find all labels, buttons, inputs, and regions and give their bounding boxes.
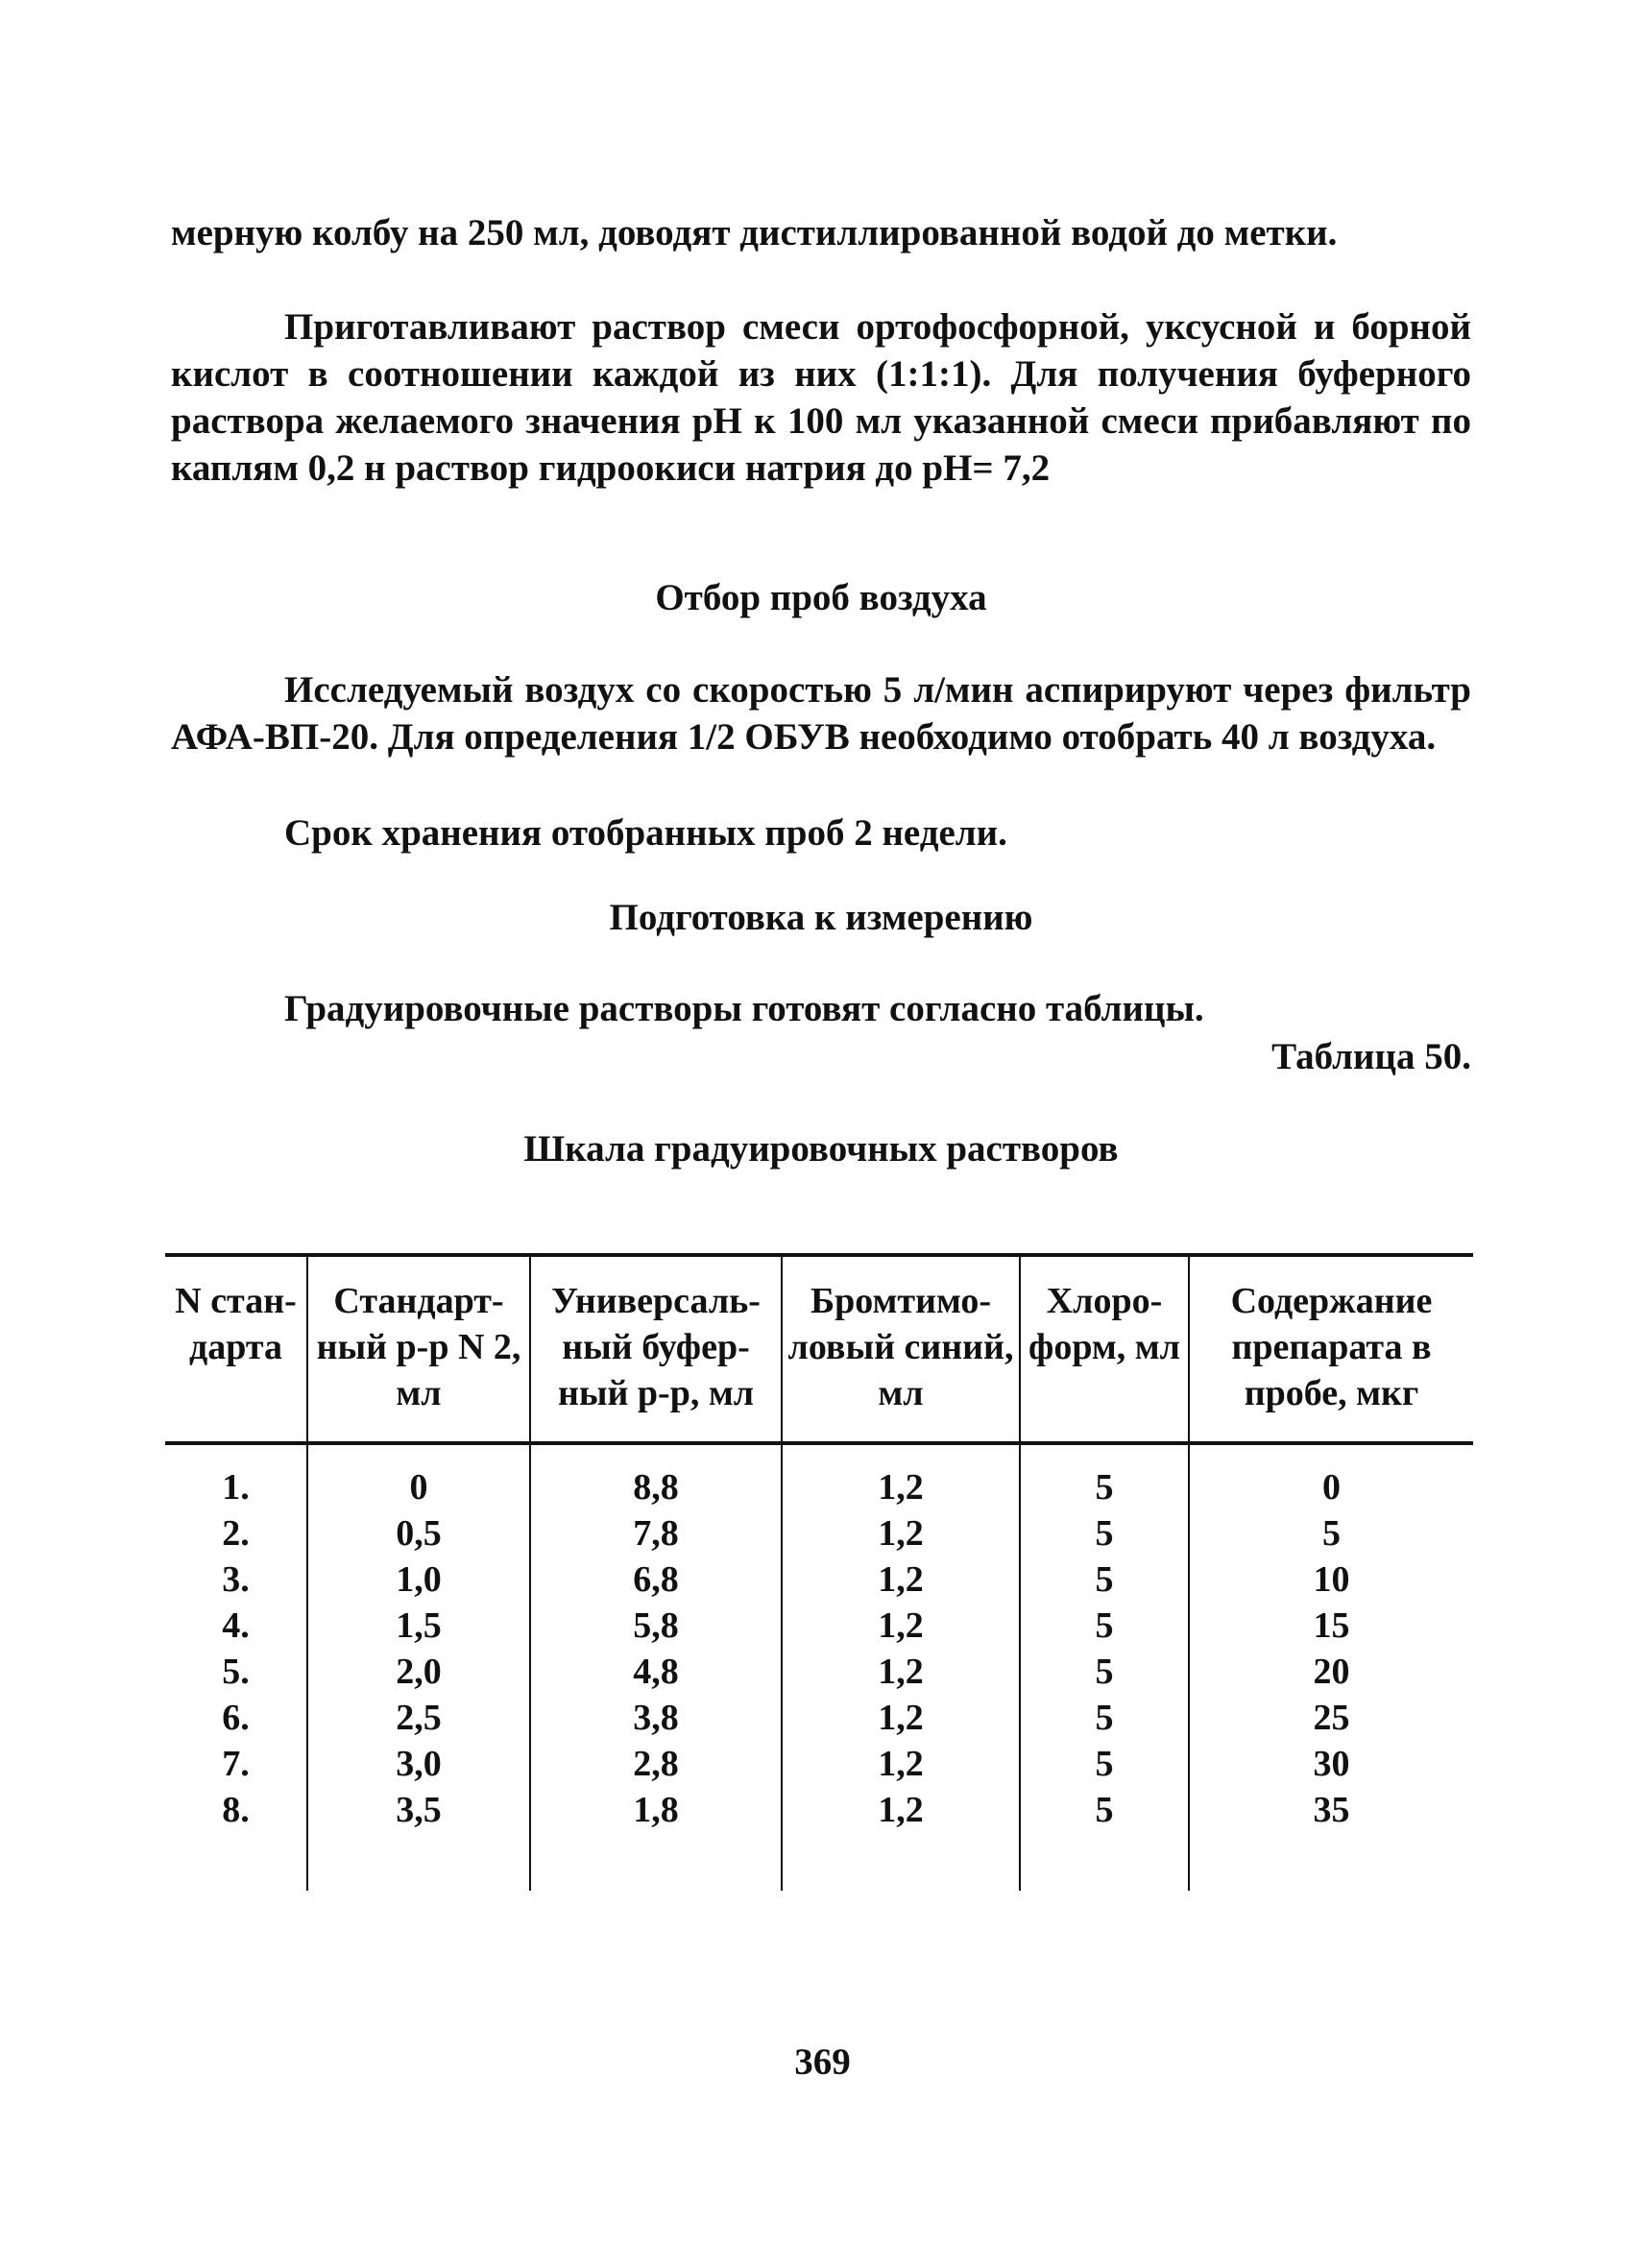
cell-content: 25 bbox=[1189, 1695, 1473, 1741]
table-title: Шкала градуировочных растворов bbox=[523, 1128, 1119, 1170]
calibration-table bbox=[165, 1253, 1473, 1891]
table-row bbox=[165, 1695, 1473, 1741]
table-row bbox=[165, 1649, 1473, 1695]
cell-content: 30 bbox=[1189, 1741, 1473, 1787]
paragraph-buffer-preparation: Приготавливают раствор смеси ортофосфорной, уксусной и борной кислот в соотношении каждой из них (1:1:1). Для получения буферного раствора желаемого значения pH к 100 мл указанной смеси прибавляют по каплям 0,2 н раствор гидроокиси натрия до pH= 7,2 bbox=[171, 306, 1471, 489]
cell-bromothymol-blue: 1,2 bbox=[782, 1787, 1020, 1833]
cell-chloroform: 5 bbox=[1020, 1510, 1189, 1556]
cell-chloroform: 5 bbox=[1020, 1649, 1189, 1695]
cell-content: 5 bbox=[1189, 1510, 1473, 1556]
cell-content: 0 bbox=[1189, 1443, 1473, 1510]
cell-standard-number: 5. bbox=[222, 1652, 250, 1692]
cell-standard-number: 7. bbox=[222, 1744, 250, 1784]
cell-bromothymol-blue: 1,2 bbox=[782, 1556, 1020, 1603]
cell-universal-buffer: 5,8 bbox=[530, 1603, 782, 1649]
calibration-table-container bbox=[165, 1253, 1473, 1891]
cell-universal-buffer: 4,8 bbox=[530, 1649, 782, 1695]
cell-chloroform: 5 bbox=[1020, 1556, 1189, 1603]
cell-standard-number: 1. bbox=[222, 1467, 250, 1508]
table-row bbox=[165, 1443, 1473, 1510]
cell-empty bbox=[1020, 1833, 1189, 1891]
cell-bromothymol-blue: 1,2 bbox=[782, 1510, 1020, 1556]
table-row bbox=[165, 1603, 1473, 1649]
cell-universal-buffer: 6,8 bbox=[530, 1556, 782, 1603]
header-content: Содержание препарата в пробе, мкг bbox=[1189, 1255, 1473, 1443]
cell-empty bbox=[307, 1833, 530, 1891]
table-row bbox=[165, 1556, 1473, 1603]
cell-bromothymol-blue: 1,2 bbox=[782, 1649, 1020, 1695]
cell-universal-buffer: 7,8 bbox=[530, 1510, 782, 1556]
table-label: Таблица 50. bbox=[1271, 1036, 1471, 1077]
cell-bromothymol-blue: 1,2 bbox=[782, 1443, 1020, 1510]
heading-sampling: Отбор проб воздуха bbox=[655, 577, 987, 618]
cell-standard-solution: 3,5 bbox=[307, 1787, 530, 1833]
cell-standard-solution: 1,5 bbox=[307, 1603, 530, 1649]
cell-chloroform: 5 bbox=[1020, 1443, 1189, 1510]
cell-standard-solution: 0,5 bbox=[307, 1510, 530, 1556]
paragraph-calibration: Градуировочные растворы готовят согласно таблицы. bbox=[284, 988, 1204, 1029]
cell-universal-buffer: 1,8 bbox=[530, 1787, 782, 1833]
table-row bbox=[165, 1787, 1473, 1833]
cell-standard-solution: 1,0 bbox=[307, 1556, 530, 1603]
cell-content: 10 bbox=[1189, 1556, 1473, 1603]
cell-bromothymol-blue: 1,2 bbox=[782, 1741, 1020, 1787]
table-header-row bbox=[165, 1255, 1473, 1443]
cell-chloroform: 5 bbox=[1020, 1787, 1189, 1833]
cell-content: 20 bbox=[1189, 1649, 1473, 1695]
cell-chloroform: 5 bbox=[1020, 1741, 1189, 1787]
cell-empty bbox=[165, 1833, 307, 1891]
cell-standard-number: 8. bbox=[222, 1790, 250, 1830]
table-filler-row bbox=[165, 1833, 1473, 1891]
cell-bromothymol-blue: 1,2 bbox=[782, 1695, 1020, 1741]
cell-standard-number: 2. bbox=[222, 1513, 250, 1554]
table-row bbox=[165, 1741, 1473, 1787]
cell-empty bbox=[782, 1833, 1020, 1891]
cell-content: 15 bbox=[1189, 1603, 1473, 1649]
cell-standard-solution: 3,0 bbox=[307, 1741, 530, 1787]
cell-chloroform: 5 bbox=[1020, 1603, 1189, 1649]
header-standard-number: N стандарта bbox=[165, 1255, 307, 1443]
cell-universal-buffer: 3,8 bbox=[530, 1695, 782, 1741]
cell-empty bbox=[530, 1833, 782, 1891]
cell-standard-solution: 0 bbox=[307, 1443, 530, 1510]
cell-standard-number: 4. bbox=[222, 1605, 250, 1646]
cell-bromothymol-blue: 1,2 bbox=[782, 1603, 1020, 1649]
cell-standard-number: 3. bbox=[222, 1559, 250, 1600]
header-bromothymol-blue: Бромтимоловый синий, мл bbox=[782, 1255, 1020, 1443]
paragraph-sampling: Исследуемый воздух со скоростью 5 л/мин аспирируют через фильтр АФА-ВП-20. Для определения 1/2 ОБУВ необходимо отобрать 40 л воздуха. bbox=[171, 669, 1471, 758]
paragraph-storage: Срок хранения отобранных проб 2 недели. bbox=[284, 812, 1007, 854]
header-universal-buffer: Универсальный буферный р-р, мл bbox=[530, 1255, 782, 1443]
table-row bbox=[165, 1510, 1473, 1556]
cell-empty bbox=[1189, 1833, 1473, 1891]
cell-universal-buffer: 2,8 bbox=[530, 1741, 782, 1787]
cell-standard-solution: 2,5 bbox=[307, 1695, 530, 1741]
heading-preparation: Подготовка к измерению bbox=[609, 897, 1033, 938]
cell-universal-buffer: 8,8 bbox=[530, 1443, 782, 1510]
cell-standard-number: 6. bbox=[222, 1698, 250, 1738]
cell-chloroform: 5 bbox=[1020, 1695, 1189, 1741]
cell-content: 35 bbox=[1189, 1787, 1473, 1833]
cell-standard-solution: 2,0 bbox=[307, 1649, 530, 1695]
page-number: 369 bbox=[794, 2041, 851, 2083]
header-chloroform: Хлороформ, мл bbox=[1020, 1255, 1189, 1443]
paragraph-continuation: мерную колбу на 250 мл, доводят дистиллированной водой до метки. bbox=[171, 212, 1338, 253]
header-standard-solution: Стандартный р-р N 2, мл bbox=[307, 1255, 530, 1443]
